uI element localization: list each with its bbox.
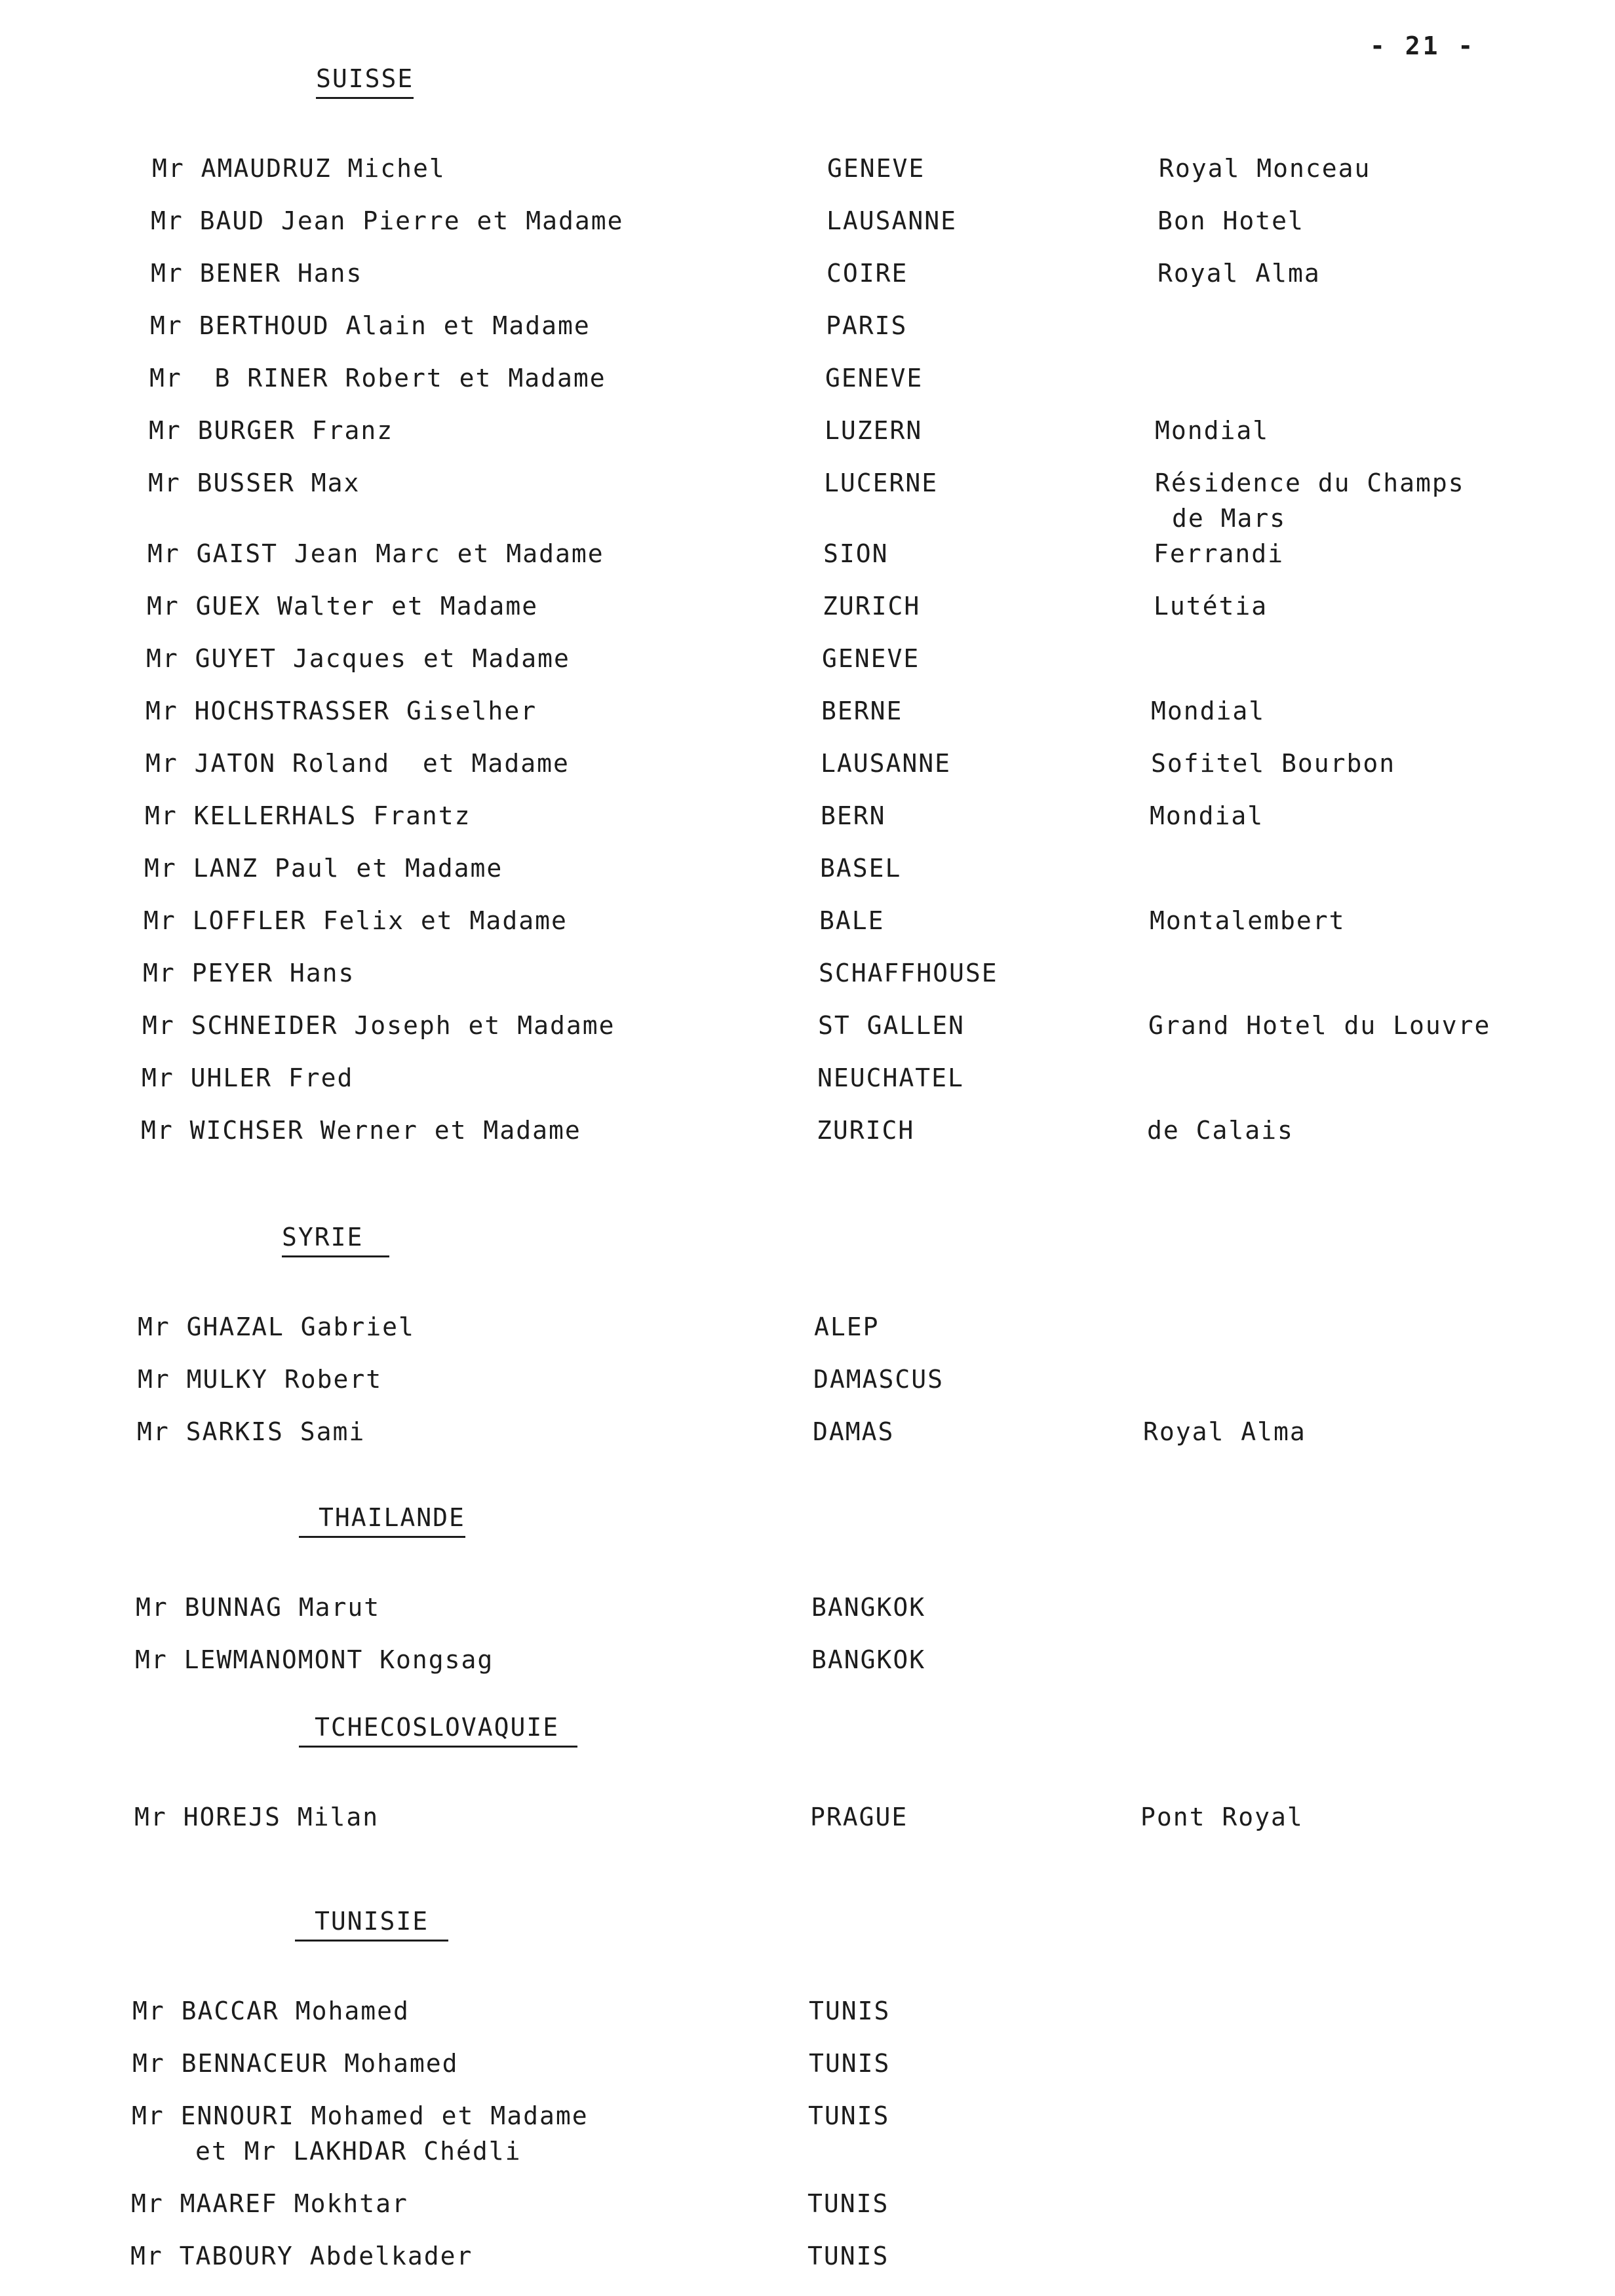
participant-name: Mr LEWMANOMONT Kongsag — [135, 1645, 494, 1674]
participant-name: Mr BAUD Jean Pierre et Madame — [151, 206, 624, 235]
list-item — [0, 203, 1615, 242]
participant-name: Mr PEYER Hans — [143, 959, 355, 987]
participant-city: BASEL — [820, 854, 902, 883]
list-item — [0, 641, 1615, 680]
page-number: - 21 - — [1370, 31, 1476, 60]
list-item — [0, 903, 1615, 942]
participant-hotel: Mondial — [1150, 801, 1264, 830]
list-item — [0, 1799, 1615, 1839]
participant-city: SION — [823, 539, 889, 568]
section-heading-tchecoslovaquie: TCHECOSLOVAQUIE — [299, 1713, 577, 1748]
participant-hotel: Royal Monceau — [1159, 154, 1371, 183]
participant-name: Mr BACCAR Mohamed — [132, 1997, 410, 2025]
participant-city: BALE — [819, 906, 885, 935]
participant-city: LUZERN — [825, 416, 923, 445]
participant-hotel: Lutétia — [1154, 592, 1268, 621]
participant-name: Mr GHAZAL Gabriel — [138, 1312, 415, 1341]
participant-name: Mr LOFFLER Felix et Madame — [144, 906, 568, 935]
participant-city: PRAGUE — [810, 1803, 908, 1831]
participant-name: Mr MAAREF Mokhtar — [131, 2189, 408, 2218]
participant-city: GENEVE — [827, 154, 925, 183]
list-item — [0, 1113, 1615, 1152]
section-heading-thailande: THAILANDE — [299, 1503, 465, 1538]
participant-name: Mr WICHSER Werner et Madame — [141, 1116, 581, 1145]
participant-name: Mr GUEX Walter et Madame — [147, 592, 539, 621]
list-item — [0, 1362, 1615, 1401]
participant-city: BANGKOK — [811, 1645, 926, 1674]
participant-name: Mr UHLER Fred — [142, 1063, 354, 1092]
participant-city: SCHAFFHOUSE — [819, 959, 998, 987]
list-item — [0, 1008, 1615, 1047]
participant-hotel: Résidence du Champs — [1155, 469, 1465, 497]
section-heading-syrie: SYRIE — [282, 1223, 389, 1257]
participant-hotel: Mondial — [1155, 416, 1270, 445]
participant-hotel: Pont Royal — [1140, 1803, 1304, 1831]
participant-name: Mr HOCHSTRASSER Giselher — [146, 697, 537, 725]
participant-city: TUNIS — [808, 2101, 890, 2130]
participant-name: Mr GAIST Jean Marc et Madame — [147, 539, 604, 568]
participant-city: GENEVE — [822, 644, 920, 673]
participant-city: ST GALLEN — [818, 1011, 965, 1040]
list-item — [0, 256, 1615, 295]
list-item — [0, 360, 1615, 400]
participant-name: Mr BURGER Franz — [149, 416, 394, 445]
participant-hotel-line2: de Mars — [1172, 504, 1287, 533]
participant-name: Mr SARKIS Sami — [137, 1417, 366, 1446]
list-item — [0, 2098, 1615, 2177]
participant-hotel: Royal Alma — [1143, 1417, 1306, 1446]
participant-name-line2: et Mr LAKHDAR Chédli — [195, 2137, 522, 2166]
list-item — [0, 1309, 1615, 1349]
participant-city: DAMASCUS — [813, 1365, 944, 1394]
list-item — [0, 1060, 1615, 1100]
list-item — [0, 2238, 1615, 2278]
participant-name: Mr TABOURY Abdelkader — [130, 2242, 473, 2270]
participant-name: Mr SCHNEIDER Joseph et Madame — [142, 1011, 615, 1040]
participant-city: BERN — [821, 801, 886, 830]
participant-hotel: Ferrandi — [1154, 539, 1285, 568]
participant-name: Mr LANZ Paul et Madame — [144, 854, 503, 883]
participant-name: Mr HOREJS Milan — [134, 1803, 379, 1831]
participant-name: Mr BUSSER Max — [148, 469, 360, 497]
participant-city: BERNE — [821, 697, 903, 725]
participant-name: Mr BENNACEUR Mohamed — [132, 2049, 459, 2078]
participant-city: TUNIS — [808, 2242, 889, 2270]
participant-city: COIRE — [827, 259, 908, 288]
participant-city: LAUSANNE — [821, 749, 952, 778]
list-item — [0, 851, 1615, 890]
participant-hotel: Sofitel Bourbon — [1151, 749, 1396, 778]
participant-name: Mr JATON Roland et Madame — [146, 749, 570, 778]
participant-hotel: de Calais — [1147, 1116, 1294, 1145]
participant-city: GENEVE — [825, 364, 924, 392]
participant-city: ALEP — [814, 1312, 880, 1341]
participant-hotel: Montalembert — [1150, 906, 1346, 935]
list-item — [0, 955, 1615, 995]
participant-name: Mr MULKY Robert — [138, 1365, 383, 1394]
list-item — [0, 2186, 1615, 2225]
list-item — [0, 1414, 1615, 1453]
participant-name: Mr BERTHOUD Alain et Madame — [150, 311, 591, 340]
list-item — [0, 1642, 1615, 1681]
participant-city: BANGKOK — [811, 1593, 926, 1622]
participant-hotel: Grand Hotel du Louvre — [1148, 1011, 1491, 1040]
participant-name: Mr KELLERHALS Frantz — [145, 801, 471, 830]
participant-city: ZURICH — [823, 592, 921, 621]
list-item — [0, 693, 1615, 733]
list-item — [0, 1993, 1615, 2033]
participant-city: LAUSANNE — [827, 206, 958, 235]
list-item — [0, 2046, 1615, 2085]
list-item — [0, 536, 1615, 575]
list-item — [0, 1590, 1615, 1629]
participant-name: Mr GUYET Jacques et Madame — [146, 644, 570, 673]
participant-name: Mr AMAUDRUZ Michel — [152, 154, 446, 183]
list-item — [0, 151, 1615, 190]
participant-name: Mr BENER Hans — [151, 259, 363, 288]
participant-city: TUNIS — [808, 2189, 889, 2218]
participant-city: TUNIS — [809, 1997, 891, 2025]
participant-city: NEUCHATEL — [817, 1063, 964, 1092]
participant-city: DAMAS — [813, 1417, 895, 1446]
list-item — [0, 588, 1615, 628]
participant-city: ZURICH — [817, 1116, 915, 1145]
list-item — [0, 798, 1615, 837]
participant-hotel: Bon Hotel — [1158, 206, 1304, 235]
section-heading-suisse: SUISSE — [316, 64, 414, 99]
participant-name: Mr B RINER Robert et Madame — [149, 364, 606, 392]
list-item — [0, 308, 1615, 347]
list-item — [0, 465, 1615, 533]
participant-name: Mr BUNNAG Marut — [136, 1593, 381, 1622]
participant-city: TUNIS — [809, 2049, 891, 2078]
list-item — [0, 746, 1615, 785]
participant-city: PARIS — [826, 311, 908, 340]
section-heading-tunisie: TUNISIE — [295, 1907, 448, 1942]
participant-hotel: Mondial — [1151, 697, 1266, 725]
participant-hotel: Royal Alma — [1158, 259, 1321, 288]
participant-name: Mr ENNOURI Mohamed et Madame — [132, 2101, 589, 2130]
list-item — [0, 413, 1615, 452]
participant-city: LUCERNE — [824, 469, 939, 497]
